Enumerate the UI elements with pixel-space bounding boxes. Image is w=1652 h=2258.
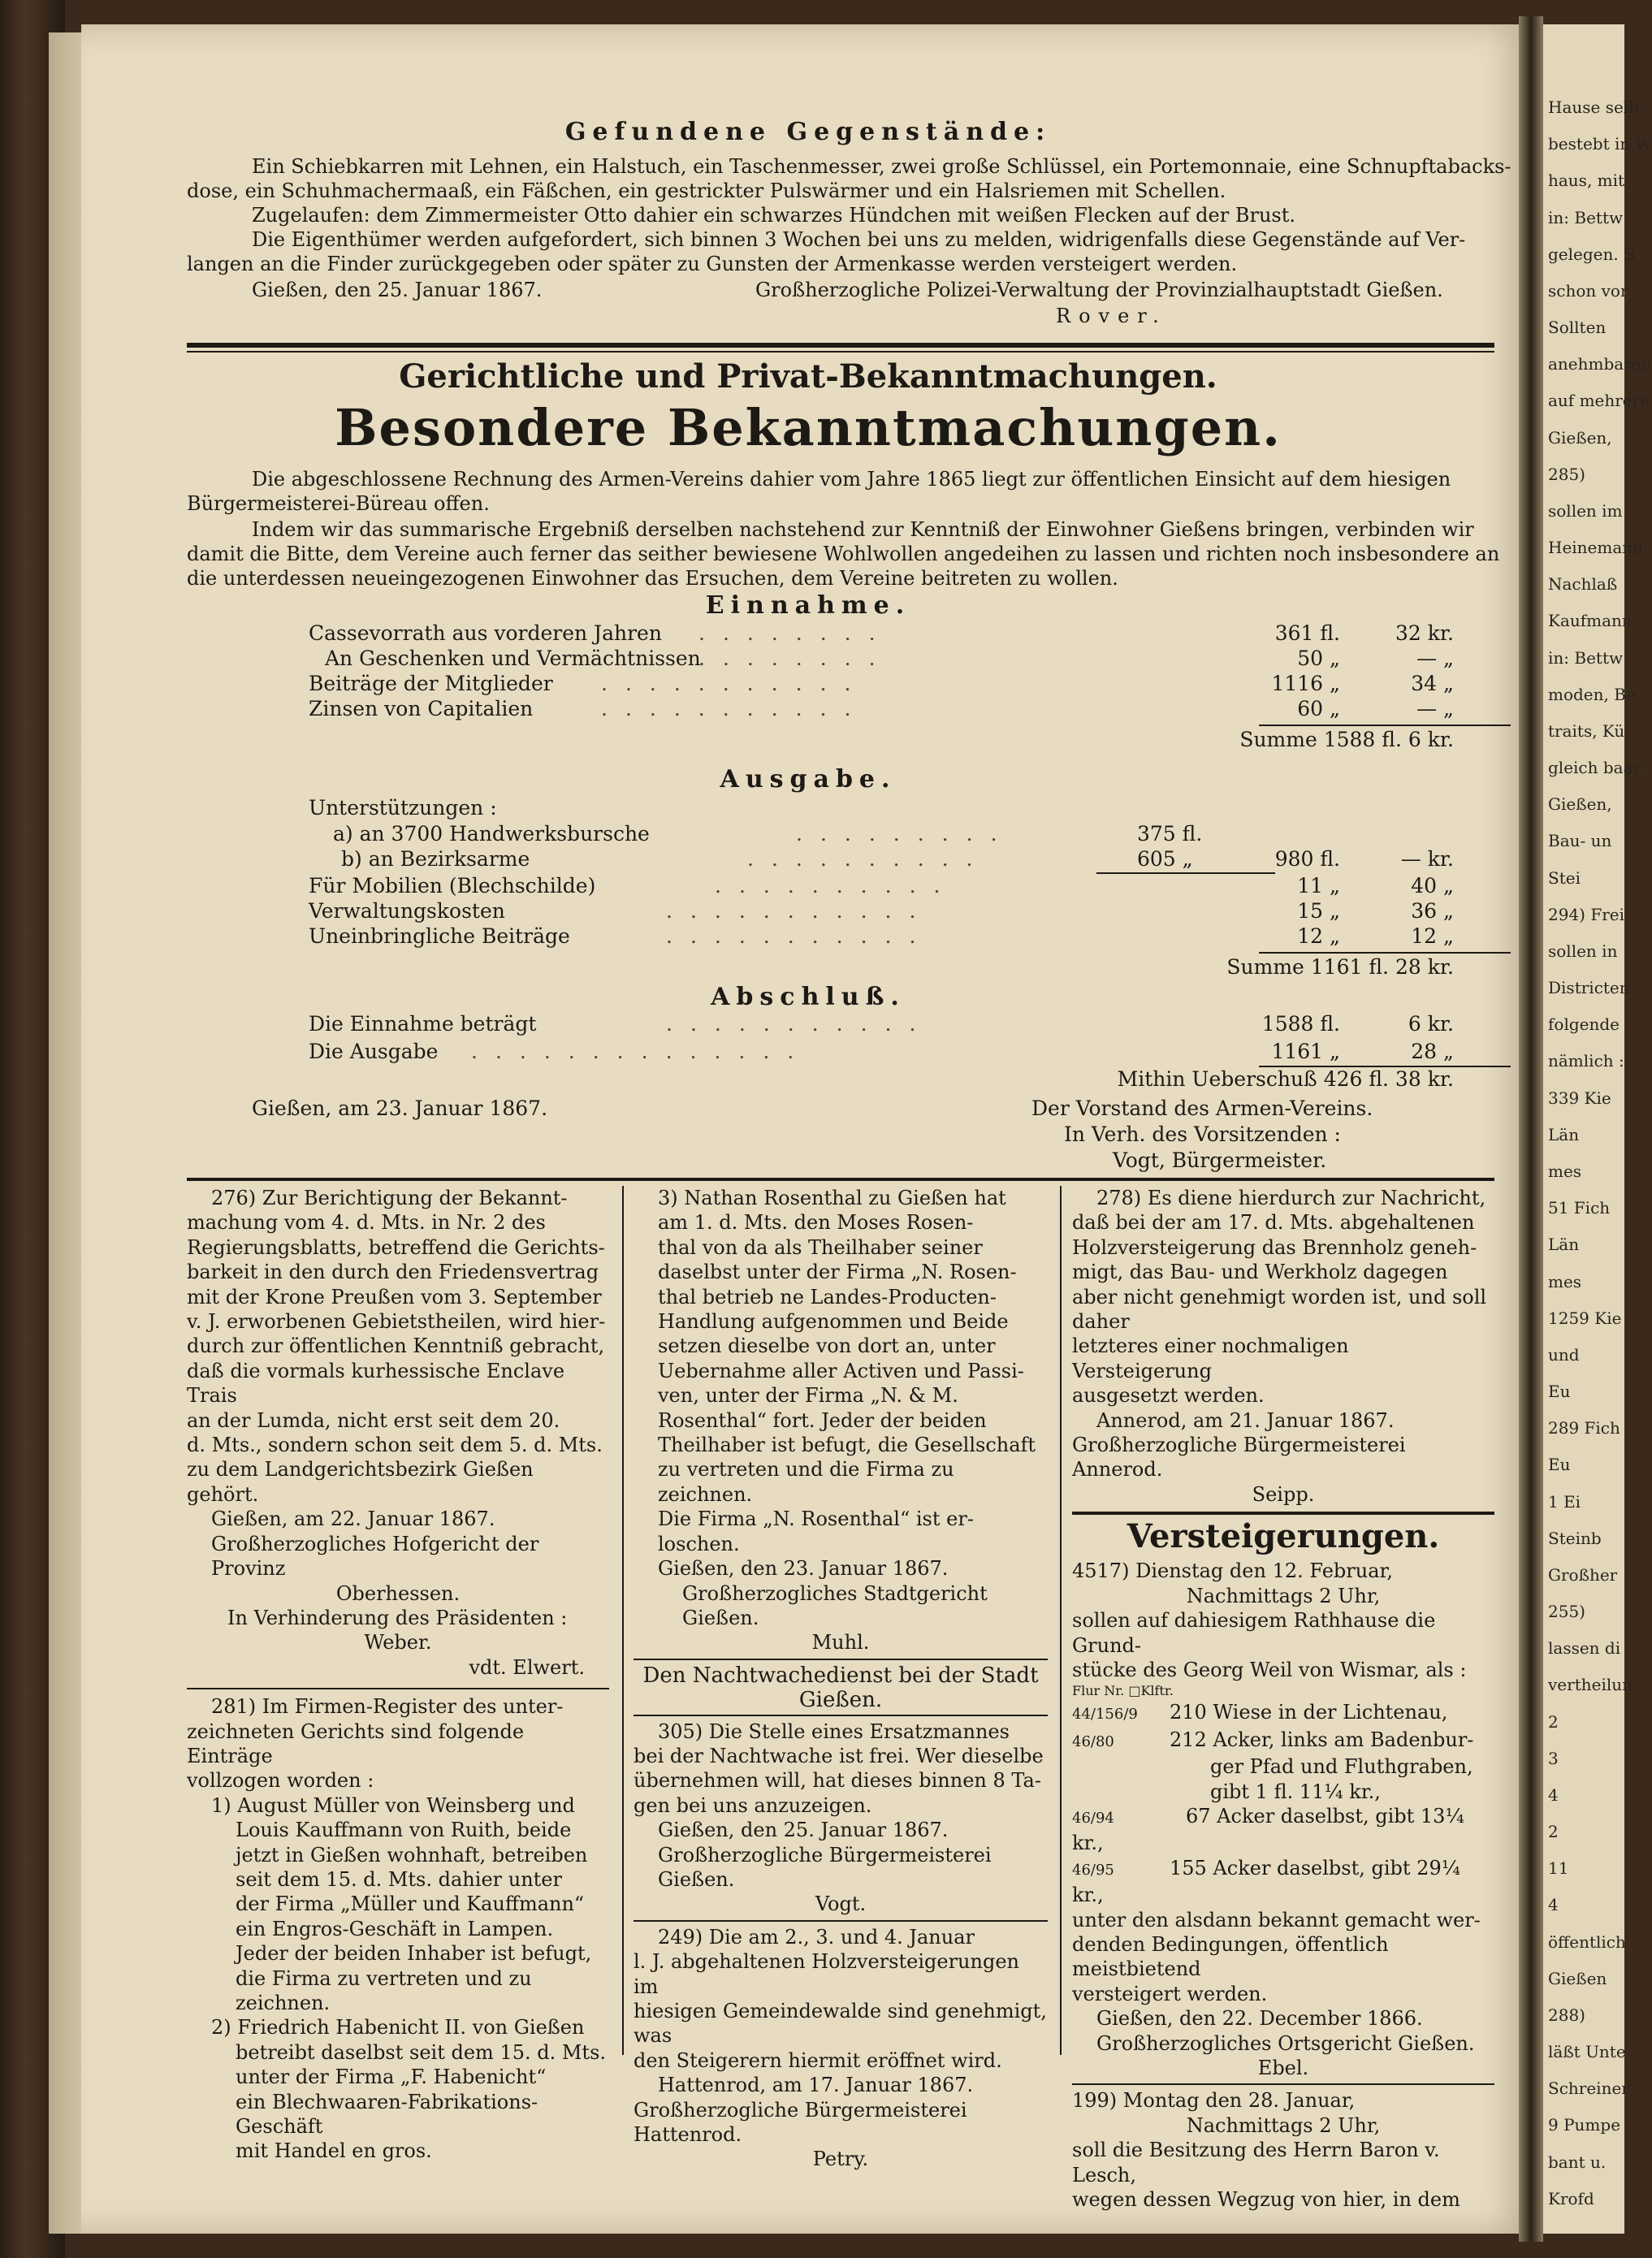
notice-281-item: die Firma zu vertreten und zu zeichnen.	[236, 1966, 532, 2014]
notice-305-line: 305) Die Stelle eines Ersatzmannes	[658, 1719, 1010, 1743]
notice-278-line: Holzversteigerung das Brennholz geneh-	[1072, 1235, 1477, 1259]
leader-dots: ...........	[666, 924, 934, 948]
facing-page-fragment: 294) Frei	[1548, 904, 1625, 924]
facing-page-fragment: Steinb	[1548, 1528, 1602, 1548]
facing-page-fragment: 4	[1548, 1784, 1559, 1805]
document-page	[81, 24, 1535, 2234]
parcel-text: 155 Acker daselbst, gibt 29¼ kr.,	[1072, 1856, 1460, 1907]
intro-line: Indem wir das summarische Ergebniß derselben nachstehend zur Kenntniß der Einwohner Gießens bringen, verbinden wir	[252, 518, 1474, 541]
income-kr: 34 „	[1411, 672, 1454, 695]
notice-199-line: 199) Montag den 28. Januar,	[1072, 2089, 1356, 2113]
notice-249-line: l. J. abgehaltenen Holzversteigerungen im	[634, 1950, 1019, 1998]
expense-label: Für Mobilien (Blechschilde)	[309, 874, 596, 898]
notice-305-line: übernehmen will, hat dieses binnen 8 Ta-	[634, 1769, 1041, 1793]
found-line: Die Eigenthümer werden aufgefordert, sich binnen 3 Wochen bei uns zu melden, widrigenfalls diese Gegenstände auf Ver-	[252, 228, 1466, 251]
notice-281-line: vollzogen worden :	[187, 1769, 374, 1793]
leader-dots: ...........	[666, 899, 934, 923]
found-line: langen an die Finder zurückgegeben oder später zu Gunsten der Armenkasse werden versteigert werden.	[187, 253, 1238, 275]
notice-305-line: bei der Nachtwache ist frei. Wer dieselbe	[634, 1744, 1044, 1767]
income-sum: Summe 1588 fl. 6 kr.	[1239, 728, 1454, 751]
section-heading: Gerichtliche und Privat-Bekanntmachungen.	[399, 357, 1217, 396]
notice-4517-line: 4517) Dienstag den 12. Februar,	[1072, 1559, 1393, 1583]
found-authority: Großherzogliche Polizei-Verwaltung der Provinzialhauptstadt Gießen.	[755, 279, 1443, 301]
notice-276-name: Weber.	[364, 1631, 432, 1655]
intro-line: Bürgermeisterei-Büreau offen.	[187, 492, 490, 515]
parcel-text: gibt 1 fl. 11¼ kr.,	[1210, 1780, 1381, 1803]
notice-276-date: Gießen, am 22. Januar 1867.	[211, 1507, 495, 1531]
leader-dots: ........	[698, 621, 893, 645]
sum-rule	[1259, 725, 1511, 726]
column-2	[634, 1186, 1048, 2172]
facing-page-fragment: 51 Fich	[1548, 1198, 1611, 1218]
parcel-nr: 46/94	[1072, 1809, 1114, 1827]
facing-page-fragment: 11	[1548, 1858, 1569, 1879]
facing-page-fragment: Stei	[1548, 867, 1581, 888]
notice-278-line: daß bei der am 17. d. Mts. abgehaltenen	[1072, 1211, 1475, 1235]
closing-label: Die Einnahme beträgt	[309, 1012, 537, 1036]
income-kr: — „	[1416, 647, 1454, 670]
facing-page-fragment: sollen in	[1548, 941, 1618, 961]
support-amount: 605 „	[1137, 847, 1193, 871]
facing-page-fragment: gelegen. S	[1548, 244, 1635, 264]
notice-276-line: v. J. erworbenen Gebietstheilen, wird hier-	[187, 1310, 606, 1334]
leader-dots: ..............	[471, 1040, 812, 1063]
closing-label: Die Ausgabe	[309, 1040, 439, 1063]
facing-page-fragment: vertheilun	[1548, 1675, 1633, 1695]
facing-page-fragment: Gießen,	[1548, 794, 1612, 815]
found-line: Zugelaufen: dem Zimmermeister Otto dahier ein schwarzes Hündchen mit weißen Flecken auf der Brust.	[252, 204, 1295, 227]
notice-item3-date: Gießen, den 23. Januar 1867.	[658, 1557, 949, 1581]
facing-page-fragment: 255)	[1548, 1602, 1585, 1622]
notice-249-line: den Steigerern hiermit eröffnet wird.	[634, 2048, 1002, 2072]
auctions-title: Versteigerungen.	[1127, 1517, 1440, 1556]
income-fl: 50 „	[1297, 647, 1340, 670]
divider	[1072, 1507, 1494, 1515]
closing-fl: 1588 fl.	[1261, 1012, 1340, 1036]
notice-4517-date: Gießen, den 22. December 1866.	[1096, 2007, 1423, 2031]
notice-281-item: der Firma „Müller und Kauffmann“	[236, 1892, 585, 1916]
facing-page-fragment: mes	[1548, 1161, 1582, 1181]
notice-item3-line: Theilhaber ist befugt, die Gesellschaft	[658, 1434, 1036, 1457]
notice-276-line: daß die vormals kurhessische Enclave Trais	[187, 1359, 565, 1408]
expense-label: Verwaltungskosten	[309, 899, 505, 923]
notice-4517-line: stücke des Georg Weil von Wismar, als :	[1072, 1658, 1467, 1681]
leader-dots: ...........	[601, 697, 869, 720]
notice-281-item: ein Engros-Geschäft in Lampen.	[236, 1917, 554, 1940]
facing-page-fragment: in: Bettw	[1548, 647, 1624, 668]
facing-page-fragment: sollen im	[1548, 500, 1623, 521]
intro-line: die unterdessen neueingezogenen Einwohner das Ersuchen, dem Vereine beitreten zu wollen.	[187, 567, 1118, 590]
notice-276-line: durch zur öffentlichen Kenntniß gebracht,	[187, 1334, 605, 1358]
notice-278-line: migt, das Bau- und Werkholz dagegen	[1072, 1261, 1448, 1284]
facing-page-fragment: Gießen,	[1548, 427, 1612, 448]
support-total-kr: — kr.	[1400, 847, 1454, 871]
facing-page-edge	[1543, 24, 1652, 2234]
notice-4517-court: Großherzogliches Ortsgericht Gießen.	[1096, 2031, 1475, 2055]
thin-rule	[187, 351, 1494, 353]
notice-199-line: soll die Besitzung des Herrn Baron v. Lesch,	[1072, 2139, 1440, 2187]
notice-276-line: barkeit in den durch den Friedensvertrag	[187, 1261, 599, 1284]
facing-page-fragment: lassen di	[1548, 1638, 1621, 1659]
facing-page-fragment: moden, Be	[1548, 684, 1636, 704]
support-amount: 375 fl.	[1137, 822, 1203, 846]
notice-249-date: Hattenrod, am 17. Januar 1867.	[658, 2074, 974, 2097]
account-proxy: In Verh. des Vorsitzenden :	[1064, 1123, 1341, 1146]
column-1	[187, 1186, 609, 2164]
income-label: An Geschenken und Vermächtnissen	[325, 647, 701, 670]
notice-305-date: Gießen, den 25. Januar 1867.	[658, 1819, 949, 1842]
facing-page-fragment: Kaufmann	[1548, 611, 1633, 631]
notice-249-name: Petry.	[812, 2148, 869, 2171]
found-line: dose, ein Schuhmachermaaß, ein Fäßchen, ein gestrickter Pulswärmer und ein Halsriemen mit Schellen.	[187, 180, 1226, 202]
facing-page-fragment: mes	[1548, 1271, 1582, 1291]
notice-item3-line: ven, unter der Firma „N. & M.	[658, 1384, 958, 1408]
facing-page-fragment: Eu	[1548, 1382, 1571, 1402]
notice-item3-name: Muhl.	[811, 1631, 870, 1655]
notice-281-item: 1) August Müller von Weinsberg und	[211, 1793, 575, 1817]
facing-page-fragment: läßt Unte	[1548, 2042, 1626, 2062]
intro-line: Die abgeschlossene Rechnung des Armen-Vereins dahier vom Jahre 1865 liegt zur öffentlichen Einsicht auf dem hiesigen	[252, 468, 1451, 491]
facing-page-fragment: 9 Pumpe	[1548, 2115, 1621, 2135]
leader-dots: ...........	[601, 672, 869, 695]
leader-dots: .........	[796, 822, 1015, 846]
parcel-nr: 44/156/9	[1072, 1706, 1138, 1724]
account-date: Gießen, am 23. Januar 1867.	[252, 1097, 548, 1120]
notice-item3-line: Rosenthal“ fort. Jeder der beiden	[658, 1408, 987, 1432]
facing-page-fragment: schon vor	[1548, 280, 1628, 301]
notice-281-line: 281) Im Firmen-Register des unter-	[211, 1695, 564, 1719]
expense-fl: 12 „	[1297, 924, 1340, 948]
notice-305-line: gen bei uns anzuzeigen.	[634, 1793, 872, 1817]
facing-page-fragment: 1259 Kie	[1548, 1308, 1622, 1328]
expense-label: Uneinbringliche Beiträge	[309, 924, 570, 948]
facing-page-fragment: anehmbaren	[1548, 354, 1652, 374]
facing-page-fragment: Großher	[1548, 1564, 1618, 1585]
facing-page-fragment: Län	[1548, 1124, 1580, 1144]
parcel-nr: 46/80	[1072, 1732, 1114, 1750]
column-3	[1072, 1186, 1494, 2212]
parcel-text: 212 Acker, links am Badenbur-	[1170, 1728, 1474, 1751]
notice-4517-line: Nachmittags 2 Uhr,	[1186, 1584, 1381, 1607]
intro-line: damit die Bitte, dem Vereine auch ferner das seither bewiesene Wohlwollen angedeihen zu lassen und richten noch insbesondere an	[187, 543, 1500, 565]
notice-item3-court: Großherzogliches Stadtgericht Gießen.	[682, 1581, 988, 1629]
notice-249-line: 249) Die am 2., 3. und 4. Januar	[658, 1925, 975, 1949]
income-fl: 361 fl.	[1274, 621, 1340, 645]
notice-276-court: Großherzogliches Hofgericht der Provinz	[211, 1532, 539, 1581]
closing-heading: Abschluß.	[711, 983, 906, 1011]
facing-page-fragment: öffentlich	[1548, 1931, 1626, 1952]
notice-276-line: machung vom 4. d. Mts. in Nr. 2 des	[187, 1211, 546, 1235]
sum-rule	[1259, 952, 1511, 954]
leader-dots: ..........	[747, 847, 991, 871]
facing-page-fragment: Nachlaß	[1548, 574, 1618, 595]
account-board: Der Vorstand des Armen-Vereins.	[1031, 1097, 1373, 1120]
notice-278-line: 278) Es diene hierdurch zur Nachricht,	[1096, 1187, 1486, 1209]
notice-item3-line: am 1. d. Mts. den Moses Rosen-	[658, 1211, 974, 1235]
notice-4517-line: denden Bedingungen, öffentlich meistbietend	[1072, 1932, 1389, 1981]
facing-page-fragment: bant u.	[1548, 2152, 1607, 2172]
income-fl: 1116 „	[1271, 672, 1340, 695]
flur-header: Flur Nr. □Klftr.	[1072, 1683, 1174, 1699]
notice-item3-line: loschen.	[658, 1532, 740, 1555]
support-label: Unterstützungen :	[309, 796, 497, 820]
notice-278-name: Seipp.	[1252, 1482, 1315, 1506]
notice-item3-line: zu vertreten und die Firma zu zeichnen.	[658, 1458, 954, 1506]
facing-page-fragment: Districten	[1548, 978, 1630, 998]
notice-276-line: zu dem Landgerichtsbezirk Gießen gehört.	[187, 1458, 534, 1506]
thick-rule	[187, 343, 1494, 348]
found-date: Gießen, den 25. Januar 1867.	[252, 279, 543, 301]
closing-kr: 6 kr.	[1408, 1012, 1454, 1036]
column-divider	[622, 1186, 624, 2055]
notice-item3-line: setzen dieselbe von dort an, unter	[658, 1334, 996, 1358]
notice-276-vdt: vdt. Elwert.	[469, 1655, 585, 1679]
notice-199-line: wegen dessen Wegzug von hier, in dem	[1072, 2188, 1460, 2212]
facing-page-fragment: Sollten	[1548, 318, 1607, 338]
watch-title: Den Nachtwachedienst bei der Stadt	[642, 1663, 1039, 1688]
expense-kr: 12 „	[1411, 924, 1454, 948]
income-label: Zinsen von Capitalien	[309, 697, 534, 720]
notice-281-item: jetzt in Gießen wohnhaft, betreiben	[236, 1843, 588, 1867]
notice-281-item: betreibt daselbst seit dem 15. d. Mts.	[236, 2040, 607, 2064]
notice-278-line: ausgesetzt werden.	[1072, 1384, 1265, 1408]
facing-page-fragment: bestebt in W	[1548, 134, 1652, 154]
income-kr: — „	[1416, 697, 1454, 720]
notice-305-office: Großherzogliche Bürgermeisterei Gießen.	[658, 1843, 992, 1891]
notice-276-line: an der Lumda, nicht erst seit dem 20.	[187, 1408, 560, 1432]
facing-page-fragment: 1 Ei	[1548, 1491, 1581, 1512]
income-label: Cassevorrath aus vorderen Jahren	[309, 621, 662, 645]
notice-276-line: mit der Krone Preußen vom 3. September	[187, 1285, 602, 1309]
facing-page-fragment: 339 Kie	[1548, 1088, 1611, 1108]
surplus: Mithin Ueberschuß 426 fl. 38 kr.	[1117, 1067, 1454, 1091]
notice-276-court2: Oberhessen.	[335, 1581, 461, 1605]
expense-fl: 11 „	[1297, 874, 1340, 898]
facing-page-fragment: Heinemann	[1548, 538, 1644, 558]
facing-page-fragment: 3	[1548, 1748, 1559, 1768]
facing-page-fragment: haus, mit	[1548, 171, 1625, 191]
expense-kr: 36 „	[1411, 899, 1454, 923]
facing-page-fragment: gleich baar	[1548, 758, 1641, 778]
facing-page-fragment: 289 Fich	[1548, 1418, 1620, 1438]
notice-276-line: Regierungsblatts, betreffend die Gerichts-	[187, 1235, 605, 1259]
notice-276-line: 276) Zur Berichtigung der Bekannt-	[211, 1187, 568, 1209]
notice-4517-line: sollen auf dahiesigem Rathhause die Grund-	[1072, 1609, 1436, 1657]
notice-305-name: Vogt.	[815, 1892, 867, 1916]
parcel-text: 210 Wiese in der Lichtenau,	[1170, 1701, 1448, 1724]
notice-item3-line: Uebernahme aller Activen und Passi-	[658, 1359, 1024, 1382]
divider	[1072, 2080, 1494, 2085]
facing-page-fragment: Gießen	[1548, 1968, 1607, 1988]
facing-page-fragment: 288)	[1548, 2005, 1585, 2025]
facing-page-fragment: 2	[1548, 1711, 1559, 1732]
facing-page-fragment: Eu	[1548, 1455, 1571, 1475]
notice-281-item: unter der Firma „F. Habenicht“	[236, 2066, 547, 2089]
facing-page-fragment: Bau- un	[1548, 831, 1612, 851]
leader-dots: ........	[698, 647, 893, 670]
notice-278-line: aber nicht genehmigt worden ist, und soll daher	[1072, 1285, 1487, 1334]
special-title: Besondere Bekanntmachungen.	[335, 398, 1282, 457]
closing-fl: 1161 „	[1271, 1040, 1340, 1063]
notice-item3-line: 3) Nathan Rosenthal zu Gießen hat	[658, 1187, 1006, 1209]
found-title: Gefundene Gegenstände:	[564, 118, 1052, 146]
expense-heading: Ausgabe.	[720, 765, 897, 794]
divider	[634, 1655, 1048, 1660]
notice-278-date: Annerod, am 21. Januar 1867.	[1096, 1408, 1395, 1432]
income-fl: 60 „	[1297, 697, 1340, 720]
divider	[187, 1680, 609, 1689]
closing-kr: 28 „	[1411, 1040, 1454, 1063]
facing-page-fragment: Schreiner	[1548, 2078, 1629, 2099]
income-kr: 32 kr.	[1395, 621, 1454, 645]
notice-281-line: zeichneten Gerichts sind folgende Einträge	[187, 1719, 525, 1767]
notice-4517-name: Ebel.	[1257, 2057, 1309, 2079]
facing-page-fragment: 4	[1548, 1895, 1559, 1915]
support-total-fl: 980 fl.	[1274, 847, 1340, 871]
notice-item3-line: Die Firma „N. Rosenthal“ ist er-	[658, 1507, 974, 1531]
found-signature: Rover.	[1056, 305, 1167, 327]
notice-item3-line: Handlung aufgenommen und Beide	[658, 1310, 1009, 1334]
facing-page-fragment: und	[1548, 1344, 1580, 1365]
notice-item3-line: daselbst unter der Firma „N. Rosen-	[658, 1261, 1017, 1284]
notice-278-office: Großherzogliche Bürgermeisterei Annerod.	[1072, 1434, 1406, 1482]
leader-dots: ...........	[666, 1012, 934, 1036]
facing-page-fragment: auf mehrere	[1548, 391, 1650, 411]
facing-page-fragment: nämlich :	[1548, 1051, 1624, 1071]
income-label: Beiträge der Mitglieder	[309, 672, 553, 695]
notice-281-item: ein Blechwaaren-Fabrikations-Geschäft	[236, 2090, 538, 2139]
notice-item3-line: thal von da als Theilhaber seiner	[658, 1235, 983, 1259]
column-divider	[1060, 1186, 1062, 2055]
notice-199-line: Nachmittags 2 Uhr,	[1186, 2113, 1381, 2137]
expense-kr: 40 „	[1411, 874, 1454, 898]
watch-title: Gießen.	[798, 1688, 883, 1713]
notice-281-item: Louis Kauffmann von Ruith, beide	[236, 1819, 572, 1842]
notice-249-office: Großherzogliche Bürgermeisterei Hattenrod.	[634, 2098, 967, 2147]
notice-281-item: seit dem 15. d. Mts. dahier unter	[236, 1867, 562, 1891]
notice-item3-line: thal betrieb ne Landes-Producten-	[658, 1285, 997, 1309]
leader-dots: ..........	[715, 874, 958, 898]
facing-page-fragment: Län	[1548, 1235, 1580, 1255]
expense-fl: 15 „	[1297, 899, 1340, 923]
section-rule	[187, 1178, 1494, 1181]
support-item: a) an 3700 Handwerksbursche	[333, 822, 650, 846]
divider	[634, 1917, 1048, 1922]
notice-276-proxy: In Verhinderung des Präsidenten :	[227, 1606, 568, 1629]
notice-281-item: mit Handel en gros.	[236, 2139, 432, 2163]
support-item: b) an Bezirksarme	[341, 847, 530, 871]
notice-281-item: 2) Friedrich Habenicht II. von Gießen	[211, 2016, 585, 2040]
notice-278-line: letzteres einer nochmaligen Versteigerung	[1072, 1334, 1349, 1382]
notice-4517-line: versteigert werden.	[1072, 1982, 1268, 2005]
notice-281-item: Jeder der beiden Inhaber ist befugt,	[236, 1942, 592, 1966]
notice-276-line: d. Mts., sondern schon seit dem 5. d. Mts.	[187, 1434, 603, 1457]
facing-page-fragment: in: Bettw	[1548, 207, 1624, 227]
account-signer: Vogt, Bürgermeister.	[1113, 1148, 1327, 1172]
parcel-nr: 46/95	[1072, 1861, 1114, 1879]
notice-249-line: hiesigen Gemeindewalde sind genehmigt, was	[634, 2000, 1047, 2048]
parcel-text: 67 Acker daselbst, gibt 13¼ kr.,	[1072, 1804, 1464, 1855]
facing-page-fragment: Krofd	[1548, 2188, 1594, 2208]
facing-page-fragment: 285)	[1548, 464, 1585, 484]
facing-page-fragment: traits, Kü	[1548, 720, 1625, 741]
parcel-text: ger Pfad und Fluthgraben,	[1210, 1755, 1473, 1779]
facing-page-fragment: 2	[1548, 1822, 1559, 1842]
divider	[634, 1715, 1048, 1716]
found-line: Ein Schiebkarren mit Lehnen, ein Halstuch, ein Taschenmesser, zwei große Schlüssel, ein Portemonnaie, eine Schnupftabacks-	[252, 155, 1511, 178]
income-heading: Einnahme.	[705, 591, 911, 620]
notice-4517-line: unter den alsdann bekannt gemacht wer-	[1072, 1908, 1481, 1931]
expense-sum: Summe 1161 fl. 28 kr.	[1226, 955, 1454, 979]
facing-page-fragment: Hause selb	[1548, 97, 1640, 117]
book-gutter	[1519, 16, 1543, 2242]
facing-page-fragment: folgende	[1548, 1014, 1620, 1035]
